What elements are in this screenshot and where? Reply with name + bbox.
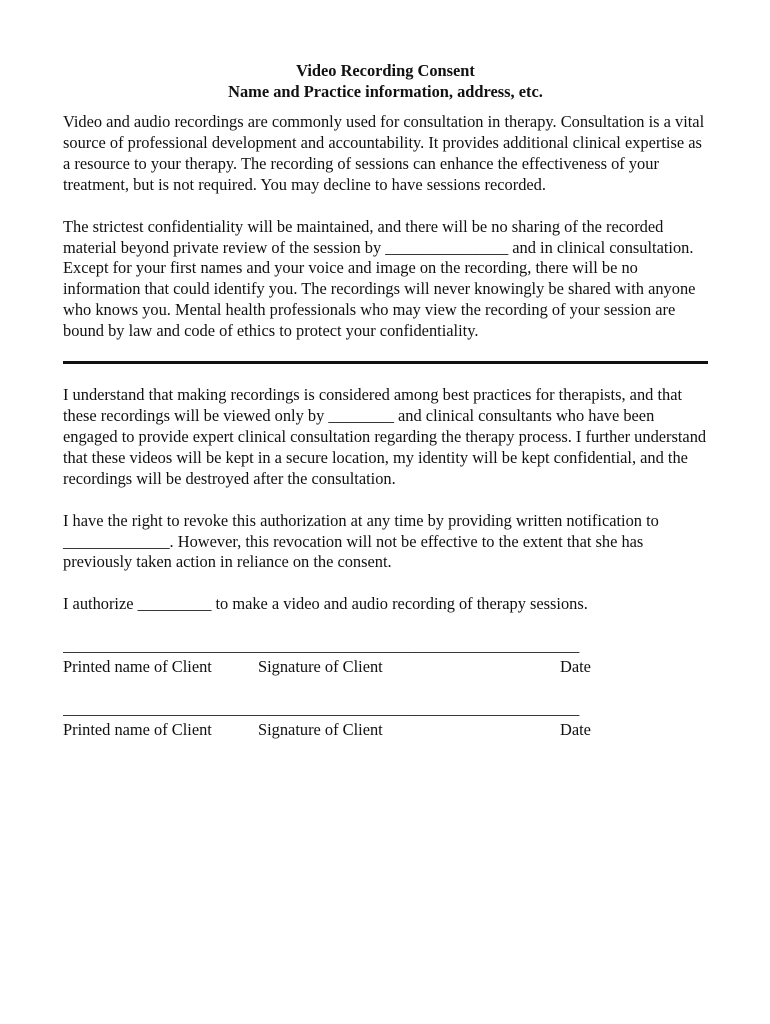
- signature-label: Signature of Client: [258, 720, 383, 740]
- signature-labels: [63, 657, 603, 678]
- paragraph-authorization: I authorize _________ to make a video and audio recording of therapy sessions.: [63, 594, 588, 614]
- signature-line[interactable]: _______________________________________________________________: [63, 699, 580, 719]
- paragraph-confidentiality: The strictest confidentiality will be maintained, and there will be no sharing of the recorded material beyond private review of the session by _______________ and in clinical consultation. Except for your first names and your voice and image on the recording, there will be no information that could identify you. The recordings will never knowingly be shared with anyone who knows you. Mental health professionals who may view the recording of your session are bound by law and code of ethics to protect your confidentiality.: [63, 216, 696, 341]
- signature-block-2: [63, 699, 708, 741]
- paragraph-recording-purpose: Video and audio recordings are commonly used for consultation in therapy. Consultation is a vital source of professional development and accountability. It provides additional clinical expertise as a resource to your therapy. The recording of sessions can enhance the effectiveness of your treatment, but is not required. You may decline to have sessions recorded.: [63, 112, 705, 194]
- signature-block-1: [63, 636, 708, 678]
- paragraph-revocation: I have the right to revoke this authorization at any time by providing written notification to _____________. However, this revocation will not be effective to the extent that she has previously taken action in reliance on the consent.: [63, 510, 659, 572]
- signature-labels: [63, 720, 603, 741]
- printed-name-label: Printed name of Client: [63, 657, 212, 677]
- title-block: [63, 60, 708, 102]
- document-subtitle: Name and Practice information, address, etc.: [228, 82, 543, 101]
- consent-document: [63, 60, 708, 741]
- date-label: Date: [560, 657, 591, 677]
- date-label: Date: [560, 720, 591, 740]
- paragraph-understanding: I understand that making recordings is considered among best practices for therapists, and that these recordings will be viewed only by ________ and clinical consultants who have been engaged to provide expert clinical consultation regarding the therapy process. I further understand that these videos will be kept in a secure location, my identity will be kept confidential, and the recordings will be destroyed after the consultation.: [63, 385, 707, 488]
- signature-label: Signature of Client: [258, 657, 383, 677]
- printed-name-label: Printed name of Client: [63, 720, 212, 740]
- section-divider: [63, 361, 708, 364]
- document-title: Video Recording Consent: [296, 61, 475, 80]
- signature-line[interactable]: _______________________________________________________________: [63, 636, 580, 656]
